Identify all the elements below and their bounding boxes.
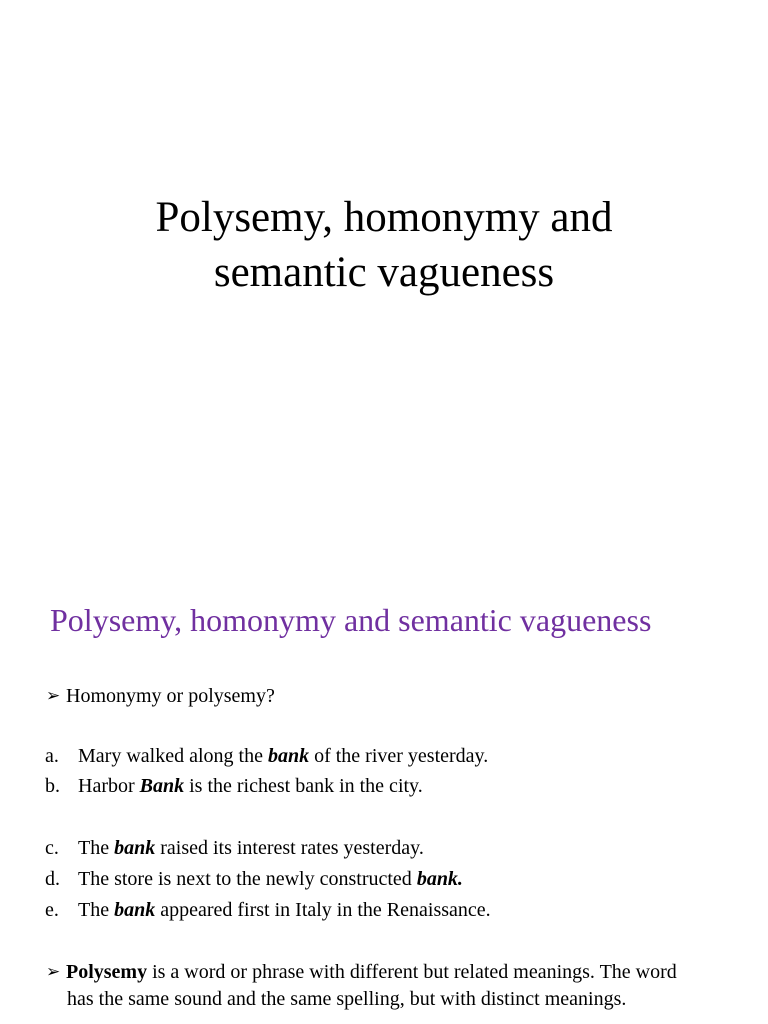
- keyword-bank: Bank: [139, 775, 185, 797]
- polysemy-line1: [46, 958, 756, 986]
- list-text-after: appeared first in Italy in the Renaissance.: [155, 899, 491, 921]
- list-letter: d.: [45, 868, 60, 890]
- question-bullet: [46, 683, 275, 709]
- list-text-before: Harbor: [78, 775, 140, 797]
- arrow-bullet-icon: ➢: [46, 686, 61, 705]
- list-item: [45, 773, 423, 799]
- polysemy-definition: [46, 958, 756, 1013]
- list-item: [45, 897, 491, 923]
- list-text-before: Mary walked along the: [78, 745, 268, 767]
- keyword-bank: bank: [114, 837, 156, 859]
- slide1-title-line2: semantic vagueness: [213, 249, 555, 296]
- list-text-before: The: [78, 899, 115, 921]
- list-text-after: raised its interest rates yesterday.: [155, 837, 424, 859]
- keyword-bank: bank: [114, 899, 156, 921]
- list-letter: e.: [45, 899, 59, 921]
- list-text-after: of the river yesterday.: [309, 745, 489, 767]
- polysemy-text-1: is a word or phrase with different but related meanings. The word: [147, 961, 677, 983]
- list-item: [45, 743, 488, 769]
- list-item: [45, 866, 463, 892]
- slide1-title-line1: Polysemy, homonymy and: [155, 194, 613, 241]
- list-letter: a.: [45, 745, 59, 767]
- question-text: Homonymy or polysemy?: [66, 685, 275, 707]
- list-text-before: The: [78, 837, 115, 859]
- slide1-title: [0, 190, 768, 300]
- list-text-before: The store is next to the newly constructed: [78, 868, 417, 890]
- polysemy-line2: has the same sound and the same spelling, but with distinct meanings.: [67, 988, 627, 1010]
- arrow-bullet-icon: ➢: [46, 962, 61, 981]
- list-letter: c.: [45, 837, 59, 859]
- keyword-bank: bank.: [416, 868, 463, 890]
- polysemy-term: Polysemy: [66, 961, 148, 983]
- list-item: [45, 835, 424, 861]
- slide-content-page: [0, 560, 768, 1024]
- list-text-after: is the richest bank in the city.: [184, 775, 423, 797]
- slide2-title: Polysemy, homonymy and semantic vagueness: [50, 602, 652, 638]
- list-letter: b.: [45, 775, 60, 797]
- keyword-bank: bank: [267, 745, 310, 767]
